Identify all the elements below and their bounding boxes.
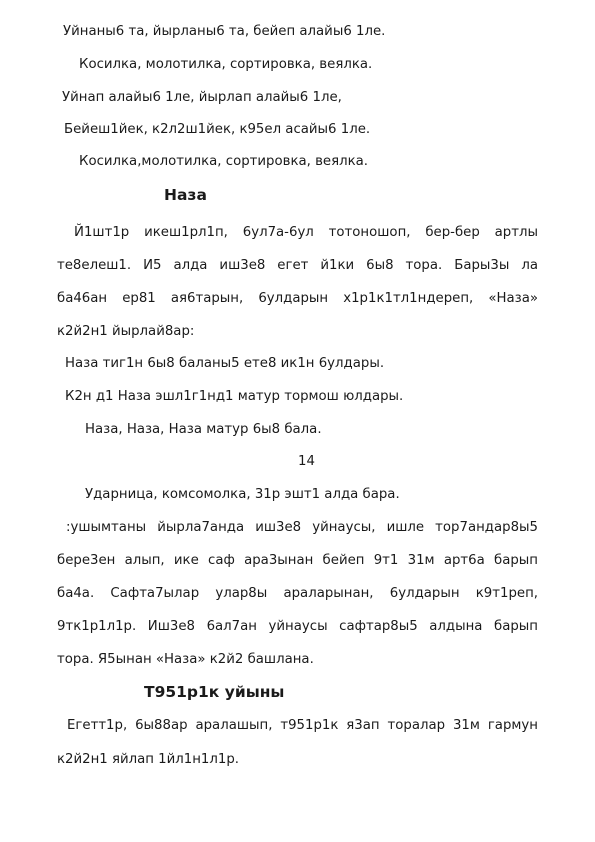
section-heading: Т951р1к уйыны bbox=[144, 683, 285, 701]
paragraph-line: к2й2н1 яйлап 1йл1н1л1р. bbox=[57, 752, 240, 767]
verse-line: Косилка,молотилка, сортировка, веялка. bbox=[79, 154, 368, 169]
verse-line: Наза, Наза, Наза матур 6ы8 бала. bbox=[85, 422, 322, 437]
verse-line: Косилка, молотилка, сортировка, веялка. bbox=[79, 57, 373, 72]
paragraph-line: ба4а. Сафта7ылар улар8ы араларынан, 6улдарын к9т1реп, bbox=[57, 586, 538, 601]
paragraph-line: к2й2н1 йырлай8ар: bbox=[57, 324, 195, 339]
paragraph-line: ба46ан ер81 ая6тарын, 6улдарын х1р1к1тл1ндереп, «Наза» bbox=[57, 291, 538, 306]
verse-line: Уйнап алайы6 1ле, йырлап алайы6 1ле, bbox=[62, 90, 342, 105]
paragraph-line: те8елеш1. И5 алда иш3е8 егет й1ки 6ы8 тора. Бары3ы ла bbox=[57, 258, 538, 273]
paragraph-line: 9тк1р1л1р. Иш3е8 6ал7ан уйнаусы сафтар8ы5 алдына барып bbox=[57, 619, 538, 634]
verse-line: Бейеш1йек, к2л2ш1йек, к95ел асайы6 1ле. bbox=[64, 122, 371, 137]
verse-line: Уйнаны6 та, йырланы6 та, бейеп алайы6 1ле. bbox=[63, 24, 386, 39]
paragraph-line: бере3ен алып, ике саф ара3ынан бейеп 9т1 31м арт6а барып bbox=[57, 553, 538, 568]
paragraph-line: Егетт1р, 6ы88ар аралашып, т951р1к я3ап торалар 31м гармун bbox=[67, 718, 538, 733]
page-number: 14 bbox=[298, 454, 315, 469]
verse-line: Наза тиг1н 6ы8 баланы5 ете8 ик1н 6улдары. bbox=[65, 356, 385, 371]
section-heading: Наза bbox=[164, 186, 207, 204]
paragraph-line: :ушымтаны йырла7анда иш3е8 уйнаусы, ишле тор7андар8ы5 bbox=[66, 520, 538, 535]
paragraph-line: тора. Я5ынан «Наза» к2й2 башлана. bbox=[57, 652, 314, 667]
paragraph-line: Й1шт1р икеш1рл1п, 6ул7а-6ул тотоношоп, бер-бер артлы bbox=[74, 225, 538, 240]
verse-line: Ударница, комсомолка, 31р эшт1 алда бара. bbox=[85, 487, 400, 502]
verse-line: К2н д1 Наза эшл1г1нд1 матур тормош юлдары. bbox=[65, 389, 404, 404]
